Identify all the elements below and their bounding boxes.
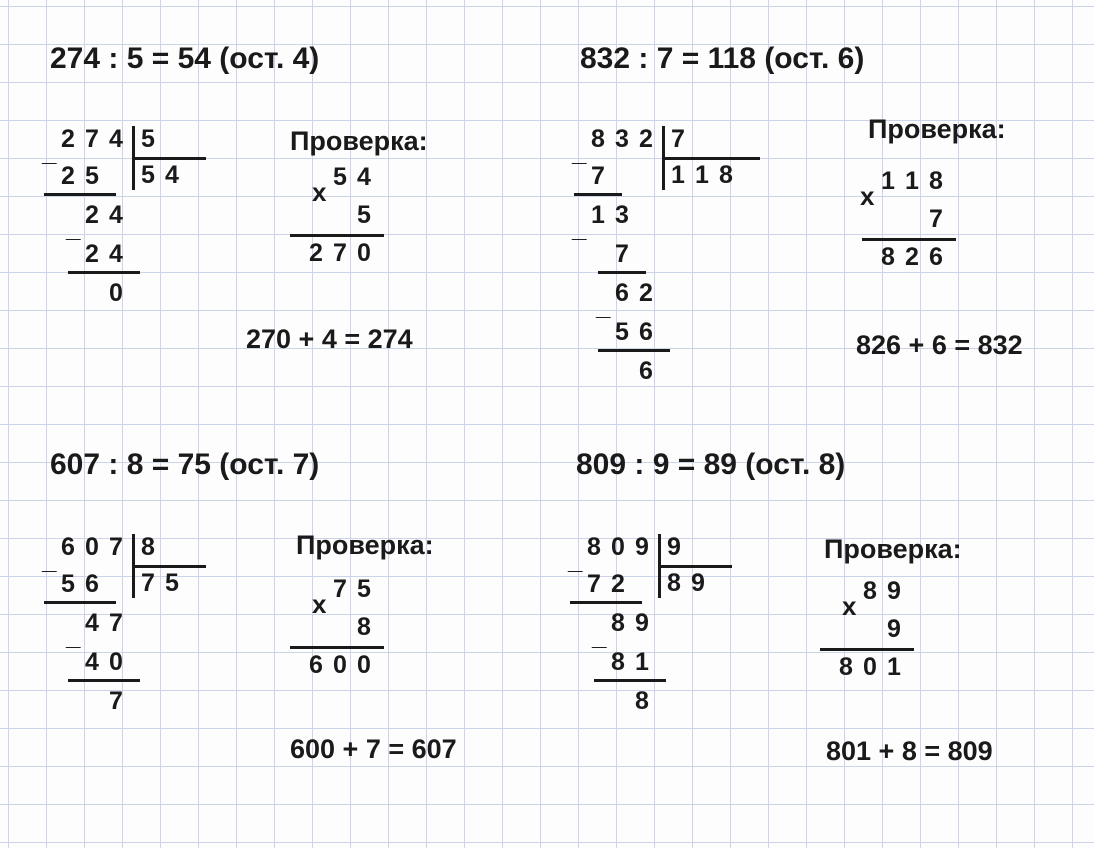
quotient-digit: 4 — [165, 161, 179, 189]
multiplicand-digit: 7 — [333, 575, 347, 603]
verification-equation: 270 + 4 = 274 — [246, 324, 413, 354]
subtraction-line — [44, 193, 116, 196]
minus-sign: _ — [592, 621, 607, 651]
step-digit: 6 — [85, 570, 99, 598]
step-digit: 6 — [639, 318, 653, 346]
step-digit: 2 — [85, 240, 99, 268]
dividend-digit: 3 — [615, 125, 629, 153]
subtraction-line — [68, 679, 140, 682]
product-digit: 0 — [357, 651, 371, 679]
subtraction-line — [68, 271, 140, 274]
multiply-sign: x — [842, 591, 857, 621]
quotient-digit: 5 — [165, 569, 179, 597]
dividend-digit: 4 — [109, 125, 123, 153]
verification-equation: 600 + 7 = 607 — [290, 734, 457, 764]
subtraction-line — [598, 271, 646, 274]
product-digit: 8 — [839, 653, 853, 681]
remainder-digit: 7 — [109, 687, 123, 715]
subtraction-line — [570, 601, 642, 604]
step-digit: 7 — [587, 570, 601, 598]
divisor-digit: 8 — [141, 533, 155, 561]
step-digit: 4 — [85, 648, 99, 676]
problem-title: 607 : 8 = 75 (ост. 7) — [50, 448, 320, 481]
step-digit: 9 — [635, 609, 649, 637]
step-digit: 1 — [635, 648, 649, 676]
step-digit: 4 — [85, 609, 99, 637]
problem-panel-4 — [568, 448, 1094, 848]
minus-sign: _ — [42, 545, 57, 575]
multiplicand-digit: 8 — [929, 167, 943, 195]
step-digit: 8 — [611, 648, 625, 676]
remainder-digit: 0 — [109, 279, 123, 307]
product-digit: 7 — [333, 239, 347, 267]
dividend-digit: 7 — [85, 125, 99, 153]
subtraction-line — [574, 193, 622, 196]
product-digit: 0 — [333, 651, 347, 679]
minus-sign: _ — [568, 545, 583, 575]
multiplicand-digit: 8 — [863, 577, 877, 605]
divisor-digit: 7 — [671, 125, 685, 153]
multiply-sign: x — [312, 177, 327, 207]
remainder-digit: 6 — [639, 357, 653, 385]
multiplication-line — [862, 238, 956, 241]
minus-sign: _ — [42, 137, 57, 167]
step-digit: 6 — [615, 279, 629, 307]
problem-panel-2 — [572, 42, 1094, 442]
dividend-digit: 0 — [611, 533, 625, 561]
step-digit: 5 — [85, 162, 99, 190]
minus-sign: _ — [572, 213, 587, 243]
multiplier-digit: 7 — [929, 205, 943, 233]
product-digit: 6 — [309, 651, 323, 679]
dividend-digit: 0 — [85, 533, 99, 561]
step-digit: 5 — [61, 570, 75, 598]
quotient-digit: 8 — [719, 161, 733, 189]
minus-sign: _ — [66, 621, 81, 651]
multiplier-digit: 8 — [357, 613, 371, 641]
multiplicand-digit: 9 — [887, 577, 901, 605]
multiplier-digit: 5 — [357, 201, 371, 229]
product-digit: 0 — [357, 239, 371, 267]
quotient-digit: 9 — [691, 569, 705, 597]
product-digit: 6 — [929, 243, 943, 271]
product-digit: 2 — [905, 243, 919, 271]
problem-panel-3 — [42, 448, 590, 848]
subtraction-line — [594, 679, 666, 682]
step-digit: 8 — [611, 609, 625, 637]
check-label: Проверка: — [290, 126, 428, 156]
check-label: Проверка: — [868, 114, 1006, 144]
check-label: Проверка: — [824, 534, 962, 564]
dividend-digit: 2 — [639, 125, 653, 153]
step-digit: 7 — [615, 240, 629, 268]
step-digit: 7 — [109, 609, 123, 637]
subtraction-line — [44, 601, 116, 604]
remainder-digit: 8 — [635, 687, 649, 715]
step-digit: 2 — [61, 162, 75, 190]
multiplier-digit: 9 — [887, 615, 901, 643]
quotient-digit: 7 — [141, 569, 155, 597]
step-digit: 4 — [109, 240, 123, 268]
quotient-digit: 1 — [671, 161, 685, 189]
step-digit: 3 — [615, 201, 629, 229]
dividend-digit: 7 — [109, 533, 123, 561]
step-digit: 1 — [591, 201, 605, 229]
minus-sign: _ — [596, 291, 611, 321]
problem-title: 809 : 9 = 89 (ост. 8) — [576, 448, 846, 481]
product-digit: 1 — [887, 653, 901, 681]
problem-title: 274 : 5 = 54 (ост. 4) — [50, 42, 320, 75]
step-digit: 4 — [109, 201, 123, 229]
subtraction-line — [598, 349, 670, 352]
multiplication-line — [290, 646, 384, 649]
multiplicand-digit: 5 — [333, 163, 347, 191]
multiply-sign: x — [312, 589, 327, 619]
minus-sign: _ — [66, 213, 81, 243]
divisor-digit: 5 — [141, 125, 155, 153]
divisor-digit: 9 — [667, 533, 681, 561]
step-digit: 2 — [639, 279, 653, 307]
verification-equation: 826 + 6 = 832 — [856, 330, 1023, 360]
dividend-digit: 2 — [61, 125, 75, 153]
step-digit: 0 — [109, 648, 123, 676]
product-digit: 2 — [309, 239, 323, 267]
multiplication-line — [290, 234, 384, 237]
multiply-sign: x — [860, 181, 875, 211]
dividend-digit: 6 — [61, 533, 75, 561]
multiplicand-digit: 1 — [881, 167, 895, 195]
multiplicand-digit: 1 — [905, 167, 919, 195]
problem-title: 832 : 7 = 118 (ост. 6) — [580, 42, 865, 75]
minus-sign: _ — [572, 137, 587, 167]
product-digit: 0 — [863, 653, 877, 681]
multiplicand-digit: 4 — [357, 163, 371, 191]
step-digit: 7 — [591, 162, 605, 190]
quotient-digit: 5 — [141, 161, 155, 189]
verification-equation: 801 + 8 = 809 — [826, 736, 993, 766]
multiplication-line — [820, 648, 914, 651]
step-digit: 2 — [611, 570, 625, 598]
dividend-digit: 8 — [591, 125, 605, 153]
dividend-digit: 9 — [635, 533, 649, 561]
step-digit: 5 — [615, 318, 629, 346]
problem-panel-1 — [42, 42, 590, 442]
dividend-digit: 8 — [587, 533, 601, 561]
quotient-digit: 8 — [667, 569, 681, 597]
step-digit: 2 — [85, 201, 99, 229]
multiplicand-digit: 5 — [357, 575, 371, 603]
product-digit: 8 — [881, 243, 895, 271]
check-label: Проверка: — [296, 530, 434, 560]
quotient-digit: 1 — [695, 161, 709, 189]
